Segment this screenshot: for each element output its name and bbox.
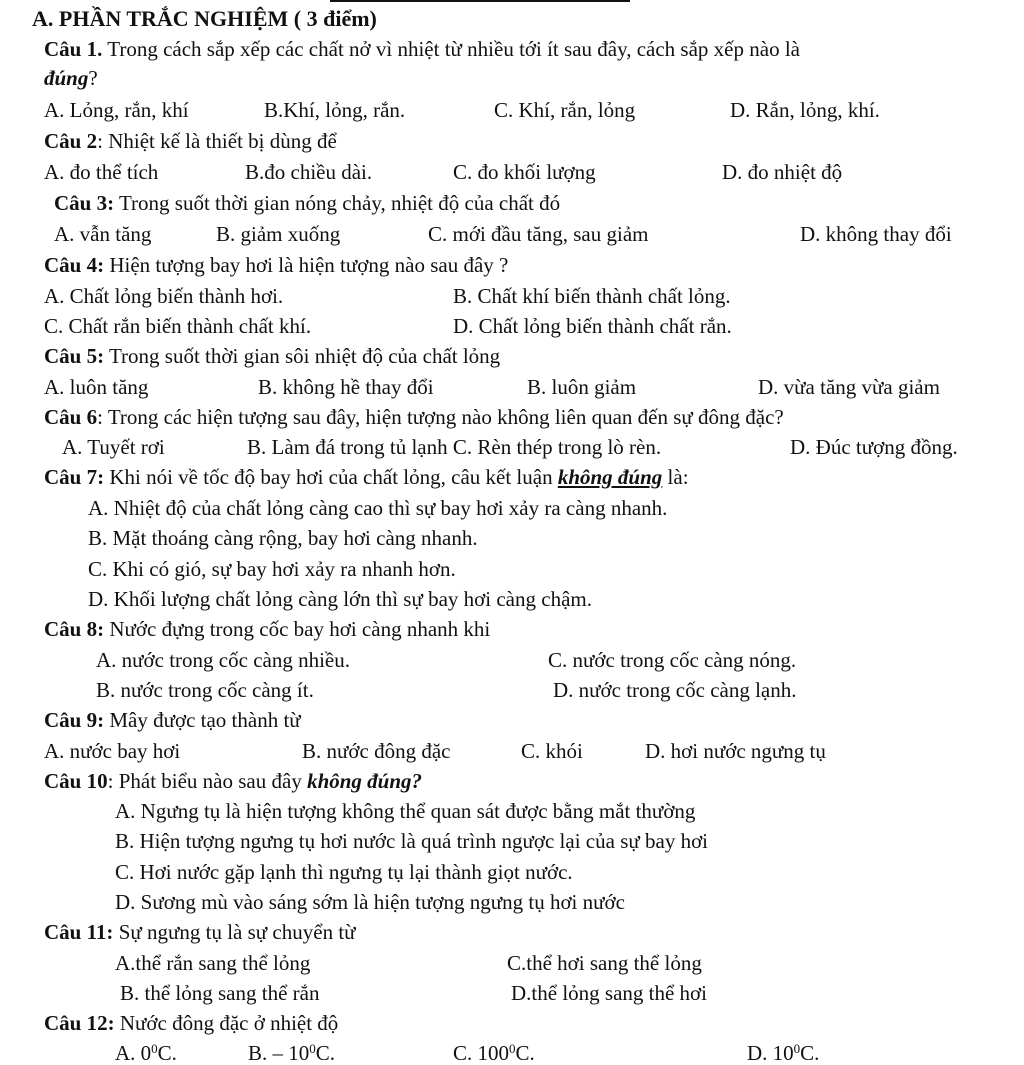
degree-superscript: 0	[793, 1041, 801, 1056]
question-label: Câu 11:	[44, 920, 114, 944]
question-1	[44, 39, 800, 60]
option-4b: B. Chất khí biến thành chất lỏng.	[453, 284, 731, 308]
option-suffix: C.	[515, 1041, 535, 1065]
option-3c: C. mới đầu tăng, sau giảm	[428, 222, 649, 246]
option-suffix: C.	[157, 1041, 177, 1065]
option-suffix: C.	[315, 1041, 336, 1065]
emphasis-text: đúng	[44, 66, 89, 90]
section-title: A. PHẦN TRẮC NGHIỆM ( 3 điểm)	[32, 6, 377, 31]
option-8b: B. nước trong cốc càng ít.	[96, 678, 314, 702]
option-10a: A. Ngưng tụ là hiện tượng không thể quan sát được bằng mắt thường	[115, 799, 696, 823]
question-label: Câu 12:	[44, 1011, 115, 1035]
question-4	[44, 255, 508, 276]
option-3a: A. vẫn tăng	[54, 222, 152, 246]
question-6	[44, 407, 784, 428]
option-2a: A. đo thể tích	[44, 160, 159, 184]
question-text: Nước đông đặc ở nhiệt độ	[114, 1011, 339, 1035]
question-label: Câu 1.	[44, 37, 103, 61]
option-12b	[248, 1043, 335, 1064]
option-1c: C. Khí, rắn, lỏng	[494, 98, 636, 122]
question-label: Câu 10	[44, 769, 108, 793]
question-5	[44, 346, 500, 367]
option-5b: B. không hề thay đổi	[258, 375, 434, 399]
question-text: Sự ngưng tụ là sự chuyển từ	[113, 920, 356, 944]
cropped-header-remnant	[330, 0, 630, 2]
option-12c	[453, 1043, 535, 1064]
question-text: : Trong các hiện tượng sau đây, hiện tượng nào không liên quan đến sự đông đặc?	[97, 405, 784, 429]
option-8c: C. nước trong cốc càng nóng.	[548, 648, 797, 672]
option-9c: C. khói	[521, 739, 583, 763]
question-text-tail: là:	[662, 465, 689, 489]
option-1b: B.Khí, lỏng, rắn.	[264, 98, 406, 122]
option-12a	[115, 1043, 177, 1064]
option-6bc: B. Làm đá trong tủ lạnh C. Rèn thép trong lò rèn.	[247, 435, 662, 459]
option-6a: A. Tuyết rơi	[62, 435, 165, 459]
degree-superscript: 0	[309, 1041, 316, 1056]
option-12d	[747, 1043, 819, 1064]
question-text: Trong suốt thời gian nóng chảy, nhiệt độ của chất đó	[114, 191, 561, 215]
option-9d: D. hơi nước ngưng tụ	[645, 739, 826, 763]
question-label: Câu 9:	[44, 708, 105, 732]
option-8d: D. nước trong cốc càng lạnh.	[553, 678, 797, 702]
option-5c: B. luôn giảm	[527, 375, 637, 399]
question-text: Nước đựng trong cốc bay hơi càng nhanh khi	[104, 617, 491, 641]
question-label: Câu 8:	[44, 617, 105, 641]
option-4d: D. Chất lỏng biến thành chất rắn.	[453, 314, 732, 338]
question-label: Câu 2	[44, 129, 98, 153]
question-7	[44, 467, 689, 488]
option-prefix: A. 0	[115, 1041, 152, 1065]
option-3d: D. không thay đổi	[800, 222, 952, 246]
option-5a: A. luôn tăng	[44, 375, 149, 399]
emphasis-text: không đúng	[557, 465, 663, 489]
question-label: Câu 7:	[44, 465, 105, 489]
question-label: Câu 6	[44, 405, 98, 429]
emphasis-text: không đúng?	[307, 769, 423, 793]
option-6d: D. Đúc tượng đồng.	[790, 435, 958, 459]
option-2d: D. đo nhiệt độ	[722, 160, 843, 184]
question-text: Hiện tượng bay hơi là hiện tượng nào sau đây ?	[104, 253, 509, 277]
option-9a: A. nước bay hơi	[44, 739, 181, 763]
option-8a: A. nước trong cốc càng nhiều.	[96, 648, 350, 672]
option-5d: D. vừa tăng vừa giảm	[758, 375, 940, 399]
question-8	[44, 619, 490, 640]
option-3b: B. giảm xuống	[216, 222, 341, 246]
question-text: Trong cách sắp xếp các chất nở vì nhiệt từ nhiều tới ít sau đây, cách sắp xếp nào là	[102, 37, 800, 61]
question-1-cont	[44, 68, 98, 89]
option-1d: D. Rắn, lỏng, khí.	[730, 98, 880, 122]
question-text: : Nhiệt kế là thiết bị dùng để	[97, 129, 337, 153]
option-7a: A. Nhiệt độ của chất lỏng càng cao thì sự bay hơi xảy ra càng nhanh.	[88, 496, 668, 520]
option-11d: D.thể lỏng sang thể hơi	[511, 981, 707, 1005]
option-7c: C. Khi có gió, sự bay hơi xảy ra nhanh hơn.	[88, 557, 456, 581]
question-text: Mây được tạo thành từ	[104, 708, 301, 732]
option-2c: C. đo khối lượng	[453, 160, 596, 184]
option-prefix: C. 100	[453, 1041, 510, 1065]
question-11	[44, 922, 356, 943]
option-7d: D. Khối lượng chất lỏng càng lớn thì sự bay hơi càng chậm.	[88, 587, 592, 611]
question-text: Trong suốt thời gian sôi nhiệt độ của chất lỏng	[104, 344, 501, 368]
option-9b: B. nước đông đặc	[302, 739, 451, 763]
question-label: Câu 3:	[54, 191, 115, 215]
option-10c: C. Hơi nước gặp lạnh thì ngưng tụ lại thành giọt nước.	[115, 860, 573, 884]
degree-superscript: 0	[509, 1041, 516, 1056]
option-4a: A. Chất lỏng biến thành hơi.	[44, 284, 284, 308]
option-10d: D. Sương mù vào sáng sớm là hiện tượng ngưng tụ hơi nước	[115, 890, 625, 914]
question-label: Câu 4:	[44, 253, 105, 277]
question-text: : Phát biểu nào sau đây	[107, 769, 308, 793]
question-text-tail: ?	[88, 66, 98, 90]
option-prefix: D. 10	[747, 1041, 794, 1065]
option-11c: C.thể hơi sang thể lỏng	[507, 951, 702, 975]
option-11b: B. thể lỏng sang thể rắn	[120, 981, 320, 1005]
option-11a: A.thể rắn sang thể lỏng	[115, 951, 311, 975]
option-1a: A. Lỏng, rắn, khí	[44, 98, 189, 122]
question-3	[54, 193, 560, 214]
option-10b: B. Hiện tượng ngưng tụ hơi nước là quá trình ngược lại của sự bay hơi	[115, 829, 709, 853]
option-prefix: B. – 10	[248, 1041, 310, 1065]
question-10	[44, 771, 422, 792]
option-7b: B. Mặt thoáng càng rộng, bay hơi càng nhanh.	[88, 526, 478, 550]
question-text: Khi nói về tốc độ bay hơi của chất lỏng, câu kết luận	[104, 465, 558, 489]
question-label: Câu 5:	[44, 344, 105, 368]
option-suffix: C.	[800, 1041, 820, 1065]
question-9	[44, 710, 301, 731]
question-2	[44, 131, 337, 152]
option-2b: B.đo chiều dài.	[245, 160, 373, 184]
option-4c: C. Chất rắn biến thành chất khí.	[44, 314, 312, 338]
question-12	[44, 1013, 338, 1034]
degree-superscript: 0	[151, 1041, 158, 1056]
